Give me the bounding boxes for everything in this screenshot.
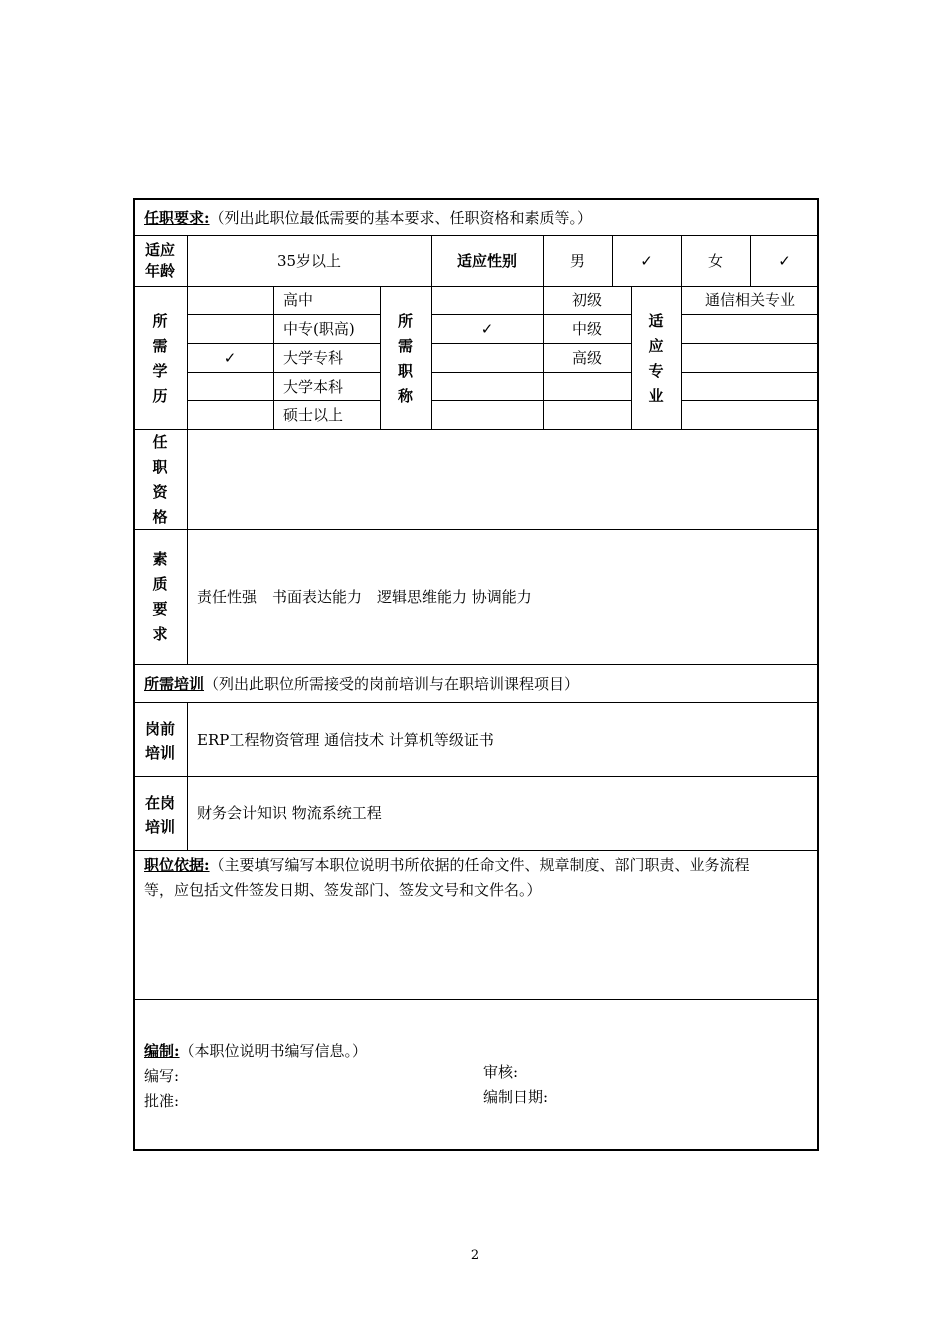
major-row-divider	[681, 372, 819, 373]
row-divider	[133, 529, 819, 530]
training-title: 所需培训	[144, 675, 205, 693]
basis-note-line2: 等，应包括文件签发日期、签发部门、签发文号和文件名。）	[144, 881, 542, 899]
on-job-training-value: 财务会计知识 物流系统工程	[197, 804, 382, 822]
major-row-divider	[681, 343, 819, 344]
education-check-icon: ✓	[223, 349, 237, 367]
education-level: 中专(职高)	[283, 320, 355, 338]
gender-label: 适应性别	[456, 252, 517, 270]
major-row-divider	[681, 314, 819, 315]
row-divider	[133, 286, 819, 287]
title-level-label: 所 需 职 称	[397, 312, 413, 405]
pre-job-training-label: 岗前 培训	[144, 720, 175, 762]
age-value: 35岁以上	[276, 252, 342, 270]
approver-field: 批准:	[144, 1092, 180, 1110]
edu-row-divider	[187, 343, 380, 344]
row-divider	[133, 999, 819, 1000]
education-level: 大学本科	[283, 378, 344, 396]
edu-row-divider	[187, 400, 380, 401]
major-value: 通信相关专业	[704, 291, 795, 309]
male-check-icon: ✓	[640, 252, 653, 270]
basis-title: 职位依据:	[144, 856, 210, 874]
row-divider	[133, 235, 819, 236]
education-level: 大学专科	[283, 349, 344, 367]
compile-header	[144, 1041, 367, 1061]
row-divider	[133, 850, 819, 851]
date-field: 编制日期:	[483, 1088, 549, 1106]
title-level: 初级	[571, 291, 602, 309]
col-divider	[187, 429, 188, 664]
quality-label: 素 质 要 求	[152, 550, 168, 643]
gender-female: 女	[707, 252, 723, 270]
training-header	[144, 674, 579, 694]
row-divider	[133, 702, 819, 703]
education-label: 所 需 学 历	[152, 312, 168, 405]
title-row-divider	[431, 400, 631, 401]
basis-note-line1: （主要填写编写本职位说明书所依据的任命文件、规章制度、部门职责、业务流程	[209, 856, 750, 874]
reviewer-field: 审核:	[483, 1063, 519, 1081]
major-row-divider	[681, 400, 819, 401]
requirements-header	[144, 208, 592, 228]
edu-row-divider	[187, 372, 380, 373]
col-divider	[273, 286, 274, 429]
requirements-note: （列出此职位最低需要的基本要求、任职资格和素质等。）	[209, 209, 593, 227]
row-divider	[133, 429, 819, 430]
age-label: 适应 年龄	[144, 241, 175, 280]
page-number: 2	[470, 1248, 480, 1263]
row-divider	[133, 776, 819, 777]
title-row-divider	[431, 372, 631, 373]
compile-title: 编制:	[144, 1042, 180, 1060]
major-label: 适 应 专 业	[648, 312, 664, 405]
training-note: （列出此职位所需接受的岗前培训与在职培训课程项目）	[204, 675, 580, 693]
gender-male: 男	[569, 252, 585, 270]
education-level: 硕士以上	[283, 406, 344, 424]
qualification-label: 任 职 资 格	[152, 433, 168, 526]
requirements-title: 任职要求:	[144, 209, 210, 227]
on-job-training-label: 在岗 培训	[144, 794, 175, 836]
row-divider	[133, 664, 819, 665]
pre-job-training-value: ERP工程物资管理 通信技术 计算机等级证书	[197, 731, 494, 749]
writer-field: 编写:	[144, 1067, 180, 1085]
title-level: 中级	[571, 320, 602, 338]
col-divider	[187, 702, 188, 850]
edu-row-divider	[187, 314, 380, 315]
title-row-divider	[431, 343, 631, 344]
education-level: 高中	[283, 291, 314, 309]
compile-note: （本职位说明书编写信息。）	[179, 1042, 368, 1060]
title-level: 高级	[571, 349, 602, 367]
title-row-divider	[431, 314, 631, 315]
female-check-icon: ✓	[778, 252, 791, 270]
quality-value: 责任性强 书面表达能力 逻辑思维能力 协调能力	[197, 588, 532, 606]
basis-section	[144, 853, 750, 903]
title-check-icon: ✓	[480, 320, 494, 338]
